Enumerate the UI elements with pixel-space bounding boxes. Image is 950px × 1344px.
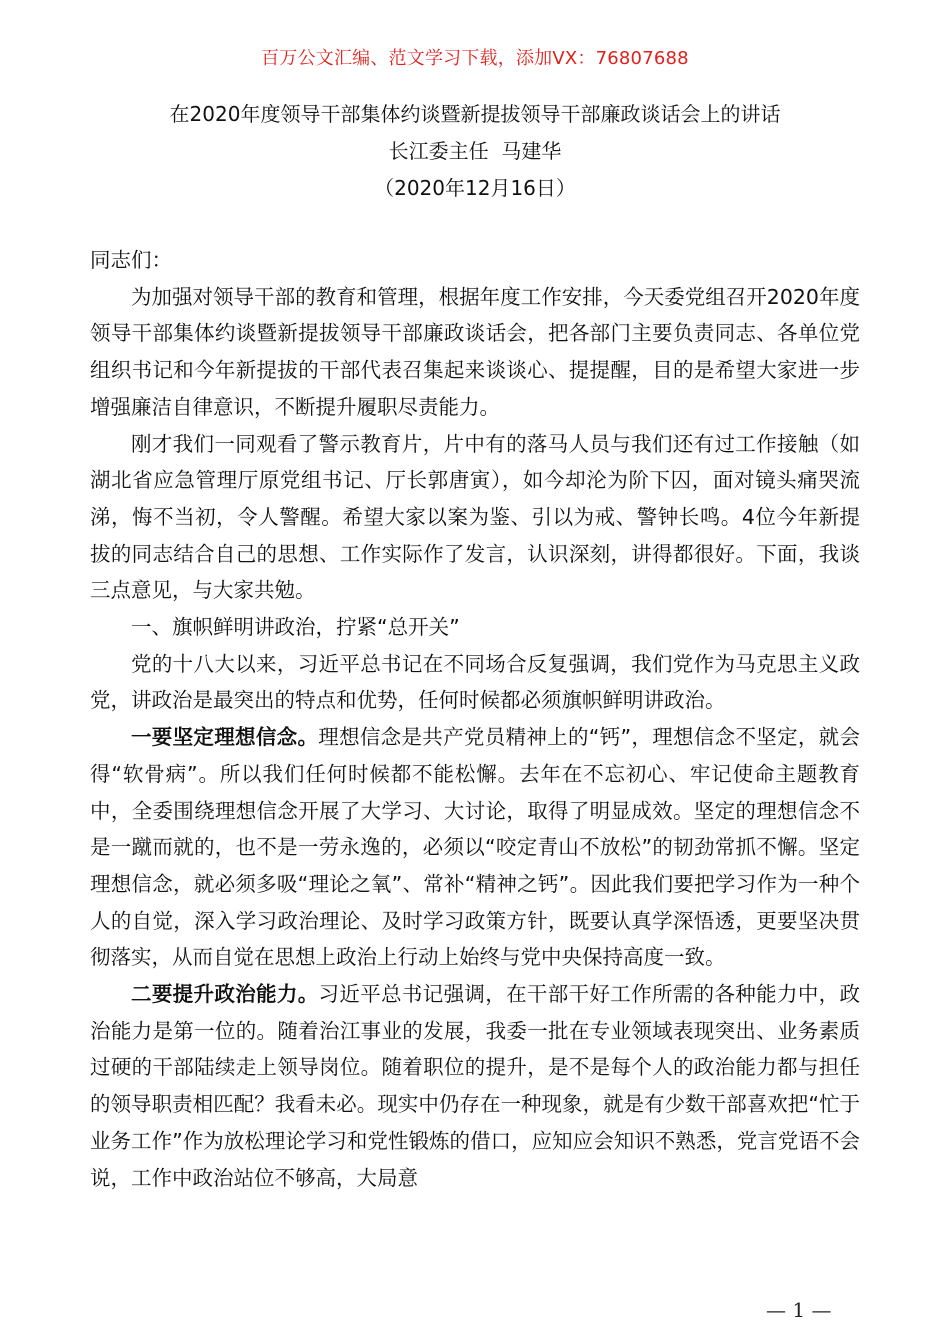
paragraph: 刚才我们一同观看了警示教育片，片中有的落马人员与我们还有过工作接触（如湖北省应急管理厅原党组书记、厅长郭唐寅），如今却沦为阶下囚，面对镜头痛哭流涕，悔不当初，令人警醒。希望大家以案为鉴、引以为戒、警钟长鸣。4位今年新提拔的同志结合自己的思想、工作实际作了发言，认识深刻，讲得都很好。下面，我谈三点意见，与大家共勉。 bbox=[90, 431, 860, 603]
speaker-line: 长江委主任 马建华 bbox=[388, 139, 562, 163]
paragraph: 为加强对领导干部的教育和管理，根据年度工作安排，今天委党组召开2020年度领导干部集体约谈暨新提拔领导干部廉政谈话会，把各部门主要负责同志、各单位党组织书记和今年新提拔的干部代表召集起来谈谈心、提提醒，目的是希望大家进一步增强廉洁自律意识，不断提升履职尽责能力。 bbox=[90, 284, 860, 419]
section-heading: 一、旗帜鲜明讲政治，拧紧“总开关” bbox=[131, 615, 460, 640]
speech-date: （2020年12月16日） bbox=[374, 176, 576, 200]
point-lead: 一要坚定理想信念。 bbox=[131, 725, 319, 750]
paragraph bbox=[90, 976, 860, 1196]
point-text: 理想信念是共产党员精神上的“钙”，理想信念不坚定，就会得“软骨病”。所以我们任何时候都不能松懈。去年在不忘初心、牢记使命主题教育中，全委围绕理想信念开展了大学习、大讨论，取得了明显成效。坚定的理想信念不是一蹴而就的，也不是一劳永逸的，必须以“咬定青山不放松”的韧劲常抓不懈。坚定理想信念，就必须多吸“理论之氧”、常补“精神之钙”。因此我们要把学习作为一种个人的自觉，深入学习政治理论、及时学习政策方针，既要认真学深悟透，更要坚决贯彻落实，从而自觉在思想上政治上行动上始终与党中央保持高度一致。 bbox=[90, 725, 860, 970]
salutation: 同志们： bbox=[90, 248, 172, 272]
point-lead: 二要提升政治能力。 bbox=[131, 982, 319, 1007]
paragraph: 党的十八大以来，习近平总书记在不同场合反复强调，我们党作为马克思主义政党，讲政治是最突出的特点和优势，任何时候都必须旗帜鲜明讲政治。 bbox=[90, 651, 860, 713]
title-block bbox=[0, 96, 950, 207]
speech-body bbox=[90, 242, 860, 1196]
speech-title: 在2020年度领导干部集体约谈暨新提拔领导干部廉政谈话会上的讲话 bbox=[169, 102, 781, 126]
watermark-banner: 百万公文汇编、范文学习下载，添加VX：76807688 bbox=[261, 48, 689, 69]
page-number: — 1 — bbox=[766, 1298, 832, 1322]
point-text: 习近平总书记强调，在干部干好工作所需的各种能力中，政治能力是第一位的。随着治江事业的发展，我委一批在专业领域表现突出、业务素质过硬的干部陆续走上领导岗位。随着职位的提升，是不是每个人的政治能力都与担任的领导职责相匹配？我看未必。现实中仍存在一种现象，就是有少数干部喜欢把“忙于业务工作”作为放松理论学习和党性锻炼的借口，应知应会知识不熟悉，党言党语不会说，工作中政治站位不够高，大局意 bbox=[90, 982, 861, 1190]
paragraph bbox=[90, 719, 860, 976]
